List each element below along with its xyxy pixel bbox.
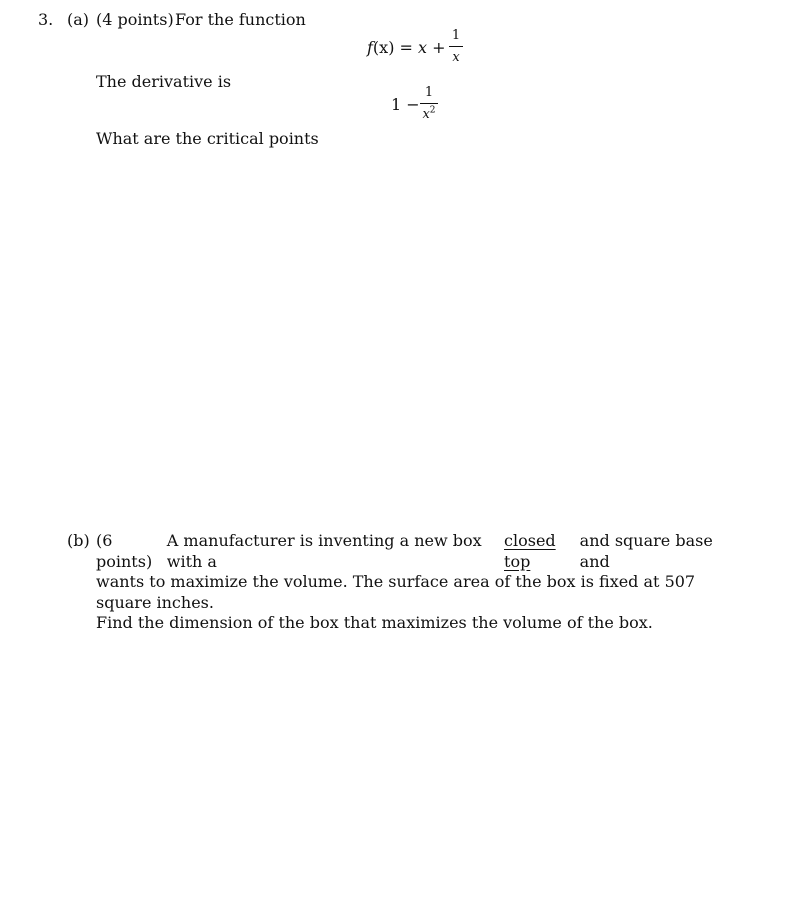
part-a-label: (a) — [67, 10, 90, 29]
derivative-minus: − — [406, 95, 420, 114]
part-a-points: (4 points) — [96, 10, 174, 29]
function-name: f — [367, 38, 373, 57]
derivative-fraction-denominator — [422, 105, 436, 122]
function-fraction-bar — [449, 46, 463, 47]
function-plus: + — [432, 38, 446, 57]
critical-points-label: What are the critical points — [96, 129, 319, 148]
part-b-text-before: A manufacturer is inventing a new box with a — [166, 531, 482, 571]
part-a-intro: For the function — [175, 10, 306, 29]
function-arg: (x) — [372, 38, 395, 57]
part-b-underlined-closed-top: closed top — [504, 531, 556, 571]
part-b-points: (6 points) — [96, 531, 153, 571]
part-b-line-3: Find the dimension of the box that maximizes the volume of the box. — [96, 613, 653, 632]
derivative-label: The derivative is — [96, 72, 232, 91]
derivative-lead: 1 — [391, 95, 402, 114]
derivative-den-exponent: 2 — [429, 105, 436, 116]
function-fraction-numerator: 1 — [451, 28, 461, 43]
part-b-label: (b) — [67, 531, 90, 550]
derivative-fraction-bar — [420, 103, 438, 104]
problem-number: 3. — [38, 10, 54, 29]
function-fraction-denominator: x — [452, 50, 460, 65]
derivative-expression — [391, 95, 420, 115]
part-b-line-2: wants to maximize the volume. The surface area of the box is fixed at 507 square inches. — [96, 572, 696, 612]
derivative-den-base: x — [422, 107, 430, 122]
function-term-x: x — [418, 38, 428, 57]
derivative-fraction-numerator: 1 — [424, 85, 434, 100]
part-b-text-after: and square base and — [579, 531, 713, 571]
function-fraction — [449, 29, 463, 65]
function-equals: = — [399, 38, 413, 57]
derivative-fraction — [420, 86, 438, 122]
part-b-line-1 — [96, 531, 733, 572]
function-equation — [367, 38, 446, 58]
part-b-paragraph — [96, 531, 736, 634]
